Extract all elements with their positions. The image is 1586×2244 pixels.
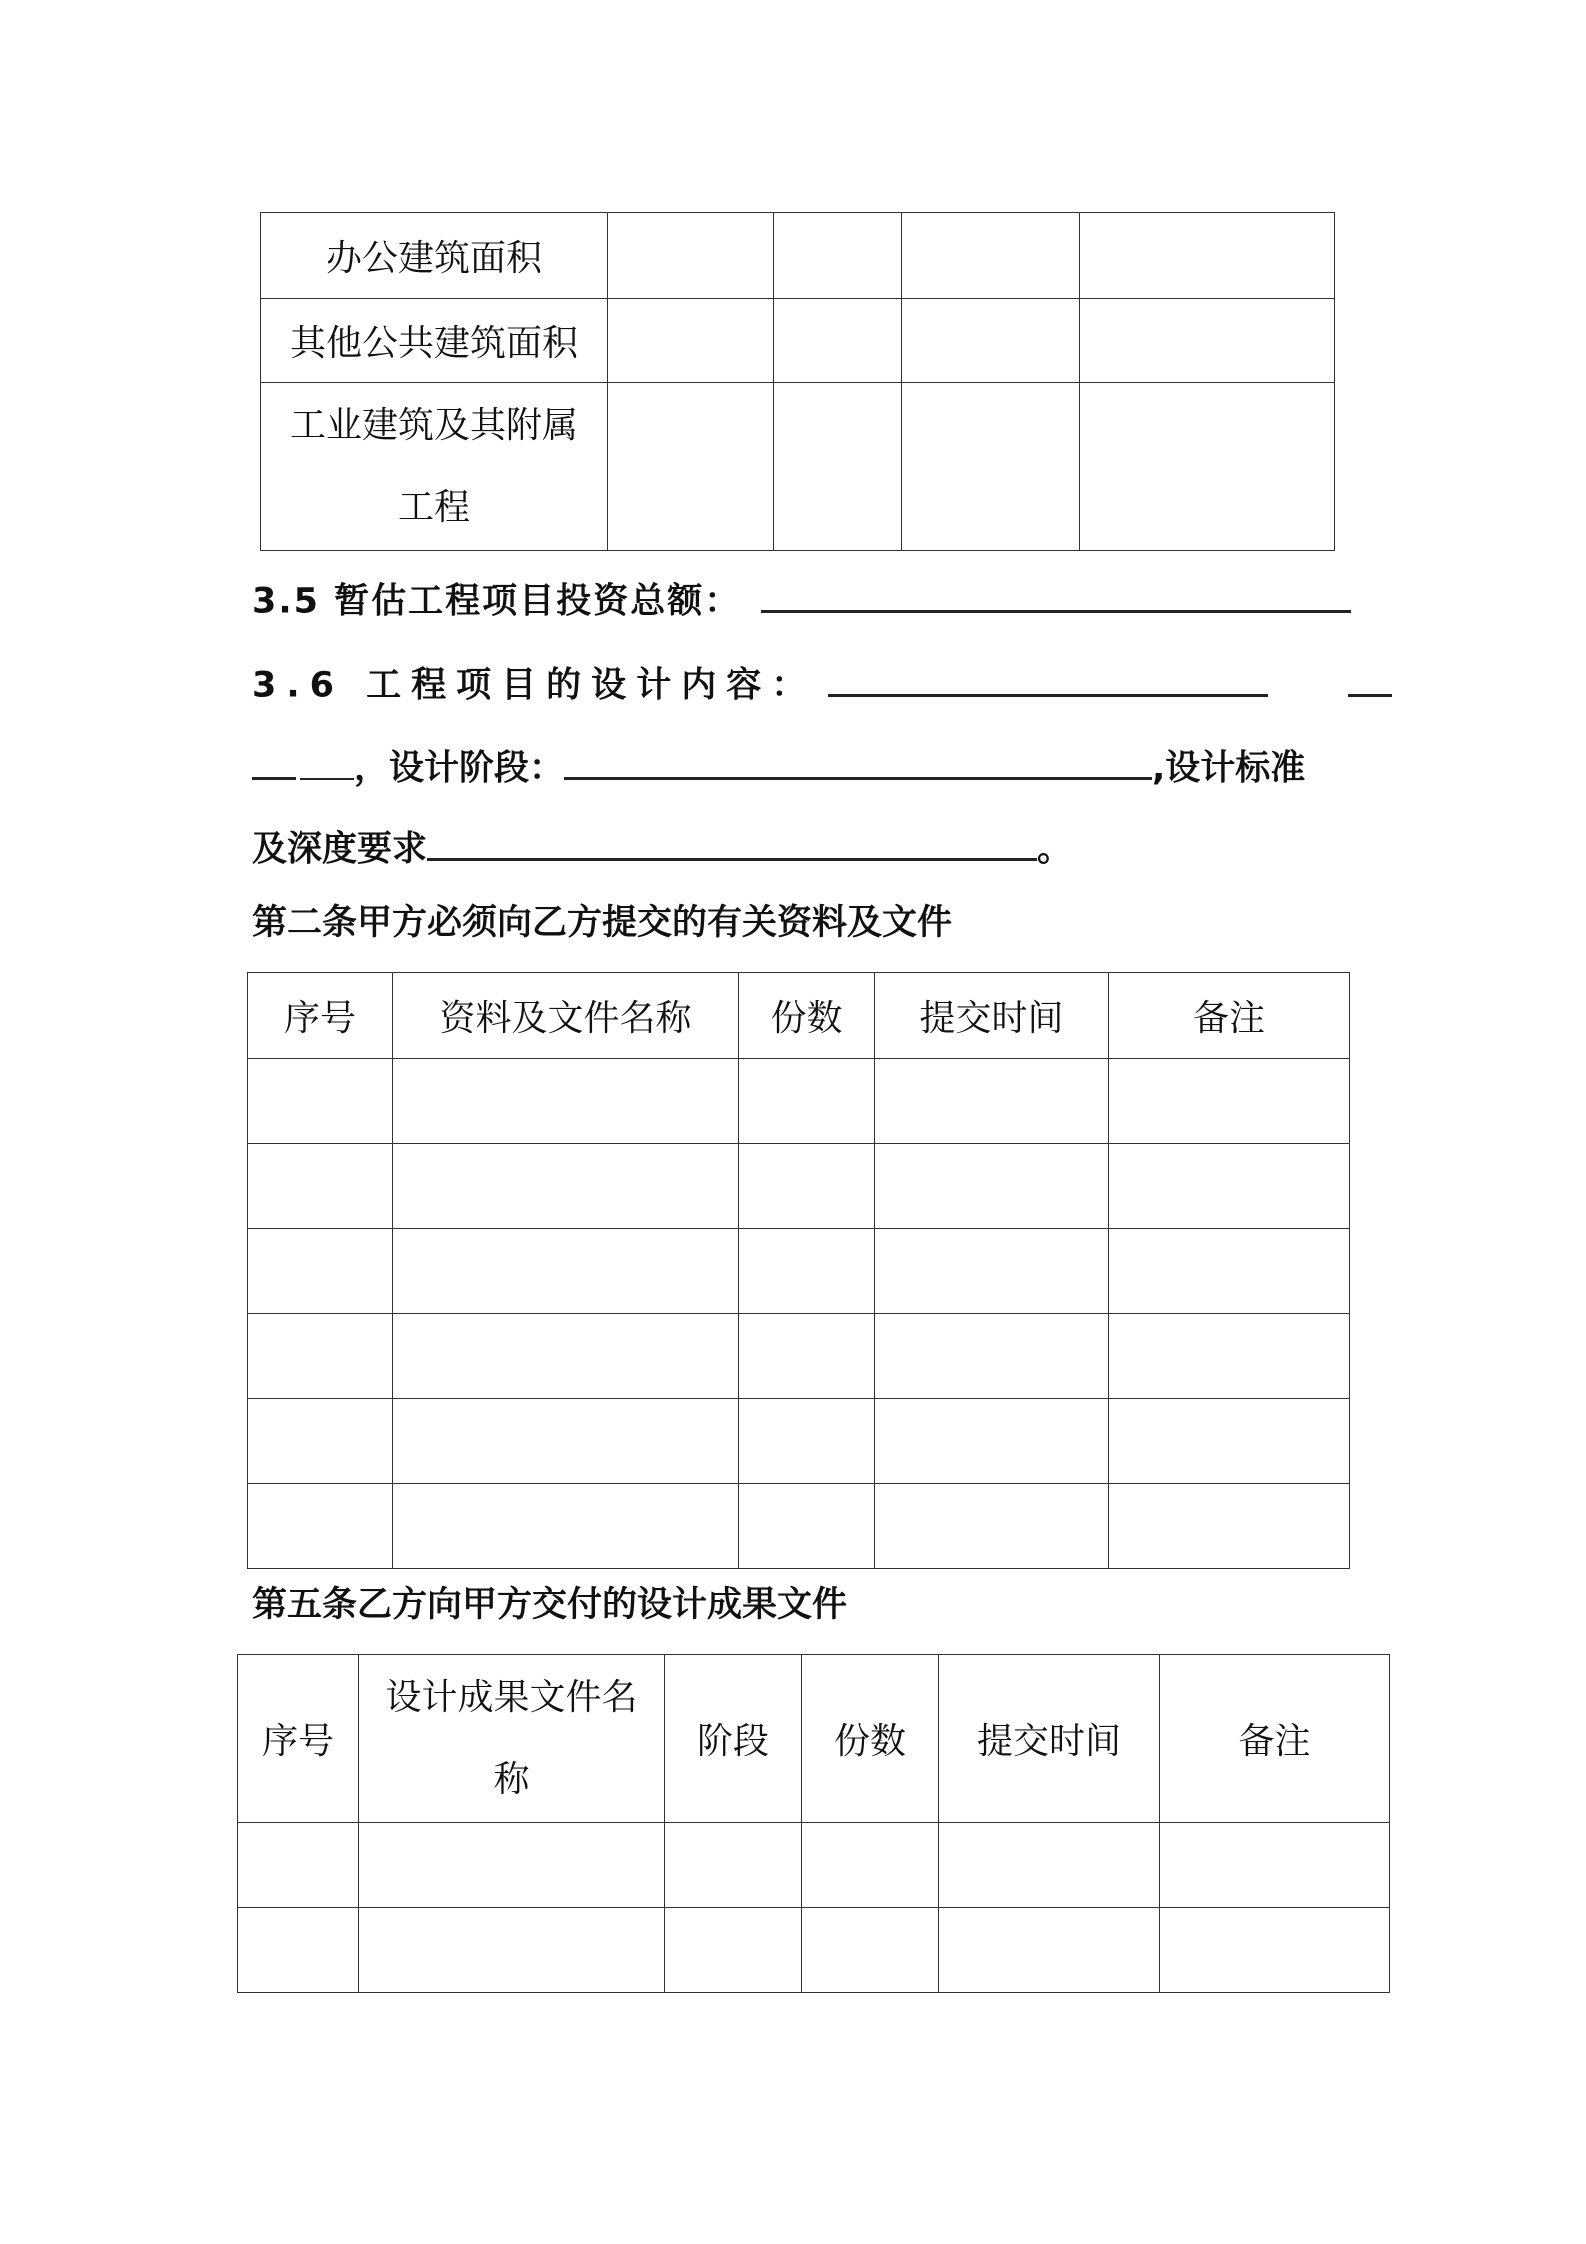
table-cell[interactable] xyxy=(248,1059,393,1144)
table-cell[interactable] xyxy=(802,1823,939,1908)
table-row xyxy=(248,1314,1350,1399)
table-row xyxy=(248,1144,1350,1229)
table-cell[interactable] xyxy=(359,1823,665,1908)
col-header-doc-name: 资料及文件名称 xyxy=(393,973,739,1059)
design-depth-blank[interactable] xyxy=(427,826,1037,861)
area-label-office: 办公建筑面积 xyxy=(261,213,608,299)
design-content-blank-tail[interactable] xyxy=(1348,662,1392,697)
table-cell[interactable] xyxy=(739,1399,875,1484)
clause-3-6-label: 3.6 工程项目的设计内容： xyxy=(252,665,817,706)
table-cell[interactable] xyxy=(393,1229,739,1314)
col-header-result-name-line1: 设计成果文件名 xyxy=(385,1676,638,1718)
design-stage-label: ，设计阶段： xyxy=(354,748,565,789)
table-cell[interactable] xyxy=(393,1484,739,1569)
table-cell[interactable] xyxy=(902,383,1080,551)
section5-title: 第五条乙方向甲方交付的设计成果文件 xyxy=(252,1585,848,1625)
design-depth-end: 。 xyxy=(1037,829,1073,870)
table-cell[interactable] xyxy=(875,1059,1109,1144)
table-cell[interactable] xyxy=(1080,383,1335,551)
table-cell[interactable] xyxy=(902,213,1080,299)
table-row xyxy=(261,213,1335,299)
table-cell[interactable] xyxy=(875,1314,1109,1399)
col-header-index: 序号 xyxy=(238,1655,359,1823)
table-header-row xyxy=(248,973,1350,1059)
table-cell[interactable] xyxy=(393,1059,739,1144)
table-cell[interactable] xyxy=(1109,1399,1350,1484)
table-row xyxy=(261,299,1335,383)
table-cell[interactable] xyxy=(248,1484,393,1569)
table-cell[interactable] xyxy=(608,383,774,551)
table-cell[interactable] xyxy=(739,1314,875,1399)
table-cell[interactable] xyxy=(774,383,902,551)
area-label-public: 其他公共建筑面积 xyxy=(261,299,608,383)
table-cell[interactable] xyxy=(608,299,774,383)
clause-3-5 xyxy=(252,578,1351,620)
design-stage-blank[interactable] xyxy=(564,745,1152,780)
table-row xyxy=(238,1908,1390,1993)
design-depth-label: 及深度要求 xyxy=(252,829,428,870)
clause-3-6-depth xyxy=(252,826,1072,868)
table-cell[interactable] xyxy=(875,1399,1109,1484)
table-cell[interactable] xyxy=(739,1229,875,1314)
table-cell[interactable] xyxy=(774,299,902,383)
table-cell[interactable] xyxy=(665,1823,802,1908)
table-row xyxy=(248,1399,1350,1484)
section2-title: 第二条甲方必须向乙方提交的有关资料及文件 xyxy=(252,903,953,943)
table-cell[interactable] xyxy=(248,1144,393,1229)
table-cell[interactable] xyxy=(1080,213,1335,299)
table-cell[interactable] xyxy=(739,1059,875,1144)
table-cell[interactable] xyxy=(1109,1314,1350,1399)
investment-amount-blank[interactable] xyxy=(761,578,1351,613)
table-row xyxy=(238,1823,1390,1908)
area-table xyxy=(260,212,1335,551)
table-cell[interactable] xyxy=(1109,1144,1350,1229)
table-cell[interactable] xyxy=(774,213,902,299)
col-header-index: 序号 xyxy=(248,973,393,1059)
area-label-industrial xyxy=(261,383,608,551)
design-standard-label: ,设计标准 xyxy=(1152,748,1306,789)
table-cell[interactable] xyxy=(802,1908,939,1993)
table-cell[interactable] xyxy=(1160,1823,1390,1908)
table-cell[interactable] xyxy=(1080,299,1335,383)
table-cell[interactable] xyxy=(902,299,1080,383)
clause-3-5-label: 3.5 暂估工程项目投资总额： xyxy=(252,581,742,622)
design-content-blank-cont[interactable] xyxy=(252,745,296,780)
table-cell[interactable] xyxy=(1109,1059,1350,1144)
table-cell[interactable] xyxy=(238,1823,359,1908)
table-cell[interactable] xyxy=(608,213,774,299)
table-cell[interactable] xyxy=(393,1314,739,1399)
table-cell[interactable] xyxy=(875,1144,1109,1229)
table-cell[interactable] xyxy=(238,1908,359,1993)
section5-body xyxy=(238,1823,1390,1993)
table-cell[interactable] xyxy=(1109,1229,1350,1314)
col-header-result-name-line2: 称 xyxy=(493,1758,530,1800)
col-header-remarks: 备注 xyxy=(1109,973,1350,1059)
area-label-industrial-line1: 工业建筑及其附属 xyxy=(289,404,578,446)
table-cell[interactable] xyxy=(939,1908,1160,1993)
table-cell[interactable] xyxy=(393,1399,739,1484)
col-header-copies: 份数 xyxy=(739,973,875,1059)
col-header-result-name xyxy=(359,1655,665,1823)
col-header-submit-time: 提交时间 xyxy=(875,973,1109,1059)
table-cell[interactable] xyxy=(1160,1908,1390,1993)
table-cell[interactable] xyxy=(359,1908,665,1993)
section5-table xyxy=(237,1654,1390,1993)
table-cell[interactable] xyxy=(248,1229,393,1314)
clause-3-6-stage xyxy=(252,745,1305,787)
table-row xyxy=(248,1484,1350,1569)
table-cell[interactable] xyxy=(1109,1484,1350,1569)
col-header-stage: 阶段 xyxy=(665,1655,802,1823)
table-row xyxy=(248,1229,1350,1314)
col-header-submit-time: 提交时间 xyxy=(939,1655,1160,1823)
section2-body xyxy=(248,1059,1350,1569)
col-header-copies: 份数 xyxy=(802,1655,939,1823)
table-cell[interactable] xyxy=(248,1399,393,1484)
design-content-blank-cont2[interactable] xyxy=(300,746,354,780)
table-cell[interactable] xyxy=(393,1144,739,1229)
table-cell[interactable] xyxy=(939,1823,1160,1908)
table-cell[interactable] xyxy=(739,1484,875,1569)
table-header-row xyxy=(238,1655,1390,1823)
table-cell[interactable] xyxy=(875,1229,1109,1314)
table-cell[interactable] xyxy=(739,1144,875,1229)
table-row xyxy=(261,383,1335,551)
col-header-remarks: 备注 xyxy=(1160,1655,1390,1823)
section2-table xyxy=(247,972,1350,1569)
table-cell[interactable] xyxy=(875,1484,1109,1569)
clause-3-6 xyxy=(252,662,1392,704)
design-content-blank[interactable] xyxy=(828,662,1268,697)
table-cell[interactable] xyxy=(665,1908,802,1993)
table-row xyxy=(248,1059,1350,1144)
area-label-industrial-line2: 工程 xyxy=(397,486,470,528)
table-cell[interactable] xyxy=(248,1314,393,1399)
